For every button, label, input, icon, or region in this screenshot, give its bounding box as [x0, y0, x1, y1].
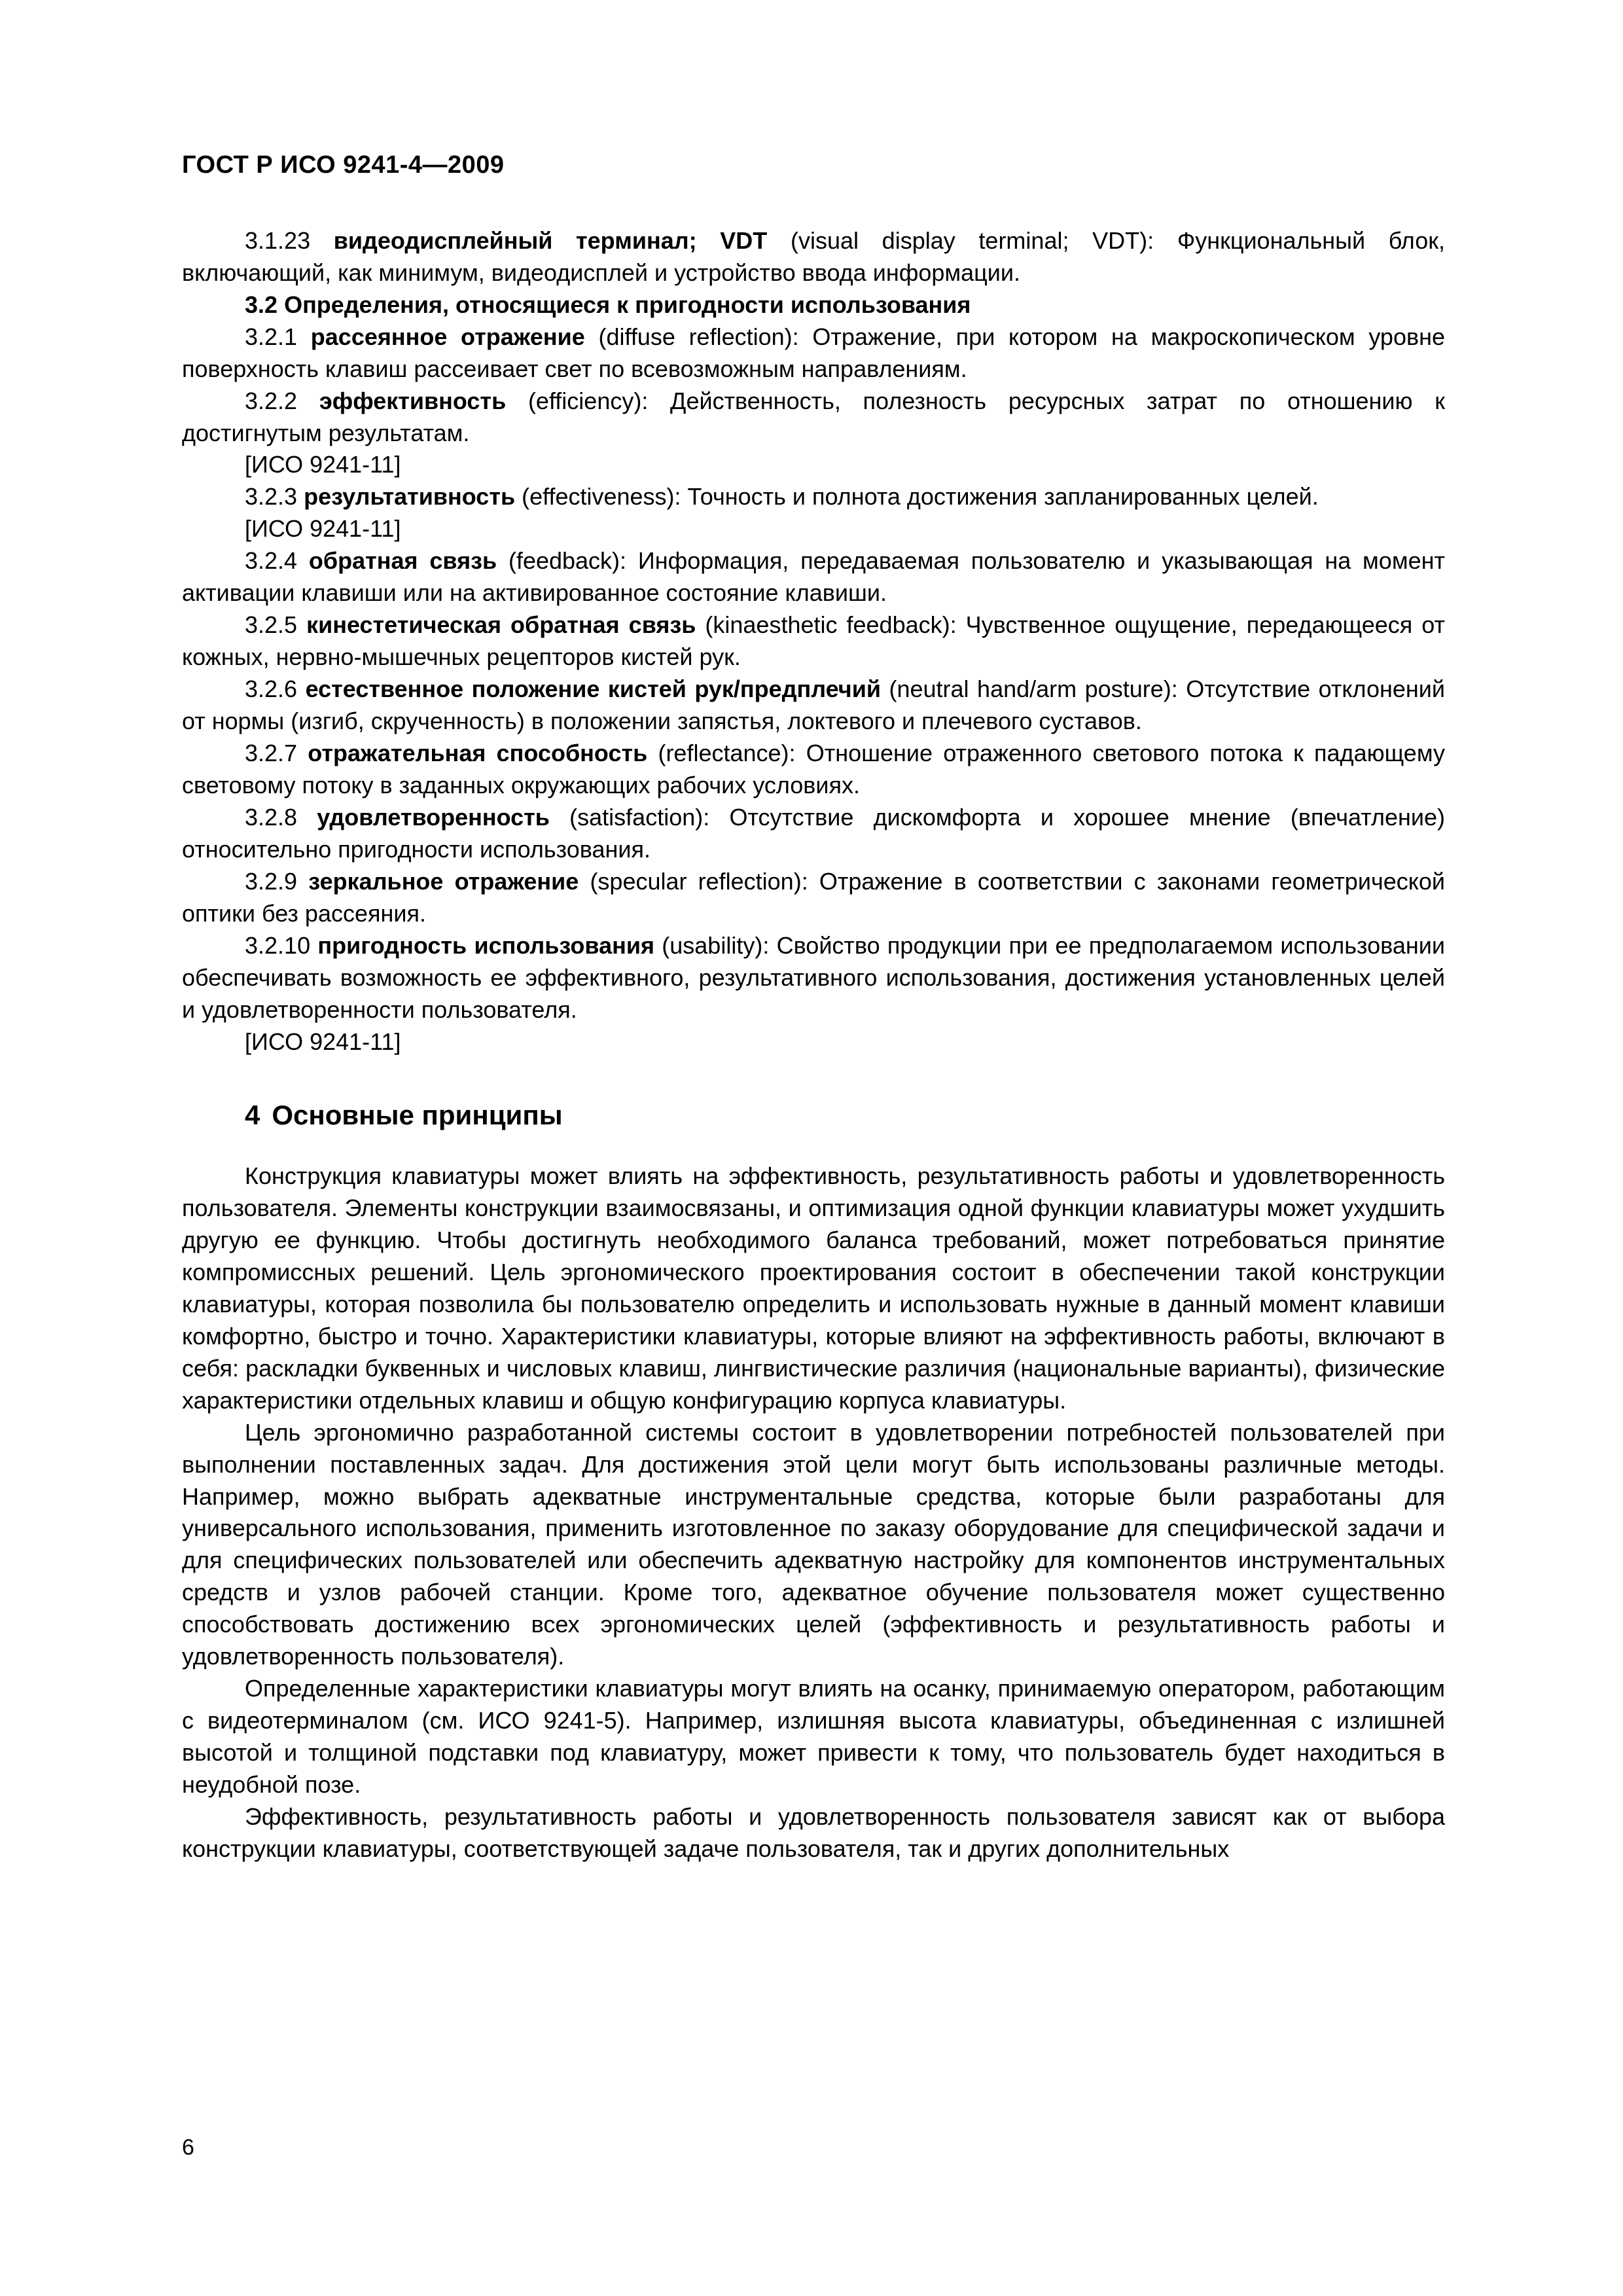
page-content	[182, 152, 1445, 1865]
term-label: видеодисплейный терминал; VDT	[333, 226, 768, 254]
definition-3-2-3-source: [ИСО 9241-11]	[245, 515, 401, 543]
term-english: (effectiveness)	[522, 483, 675, 511]
term-text: : Чувственное ощущение, передающееся от кожных, нервно-мышечных рецепторов кистей рук.	[182, 611, 1445, 671]
term-english: (satisfaction)	[569, 803, 704, 831]
term-text: : Отсутствие дискомфорта и хорошее мнение (впечатление) относительно пригодности использования.	[182, 803, 1445, 863]
term-label: отражательная способность	[308, 740, 648, 767]
clause-number: 3.2.6	[245, 675, 298, 703]
section-4-paragraph-4: Эффективность, результативность работы и удовлетворенность пользователя зависят как от выбора конструкции клавиатуры, соответствующей задаче пользователя, так и других дополнительных	[182, 1803, 1445, 1862]
clause-number: 3.2.8	[245, 803, 298, 831]
document-header: ГОСТ Р ИСО 9241-4—2009	[182, 151, 505, 179]
clause-number: 3.2.10	[245, 931, 311, 959]
definition-3-2-10-source: [ИСО 9241-11]	[245, 1028, 401, 1055]
subsection-3-2-heading	[182, 289, 1445, 321]
term-text: : Информация, передаваемая пользователю и указывающая на момент активации клавиши или на активированное состояние клавиши.	[182, 547, 1445, 607]
definition-3-2-5	[182, 609, 1445, 673]
term-english: (reflectance)	[658, 740, 789, 767]
page-number: 6	[182, 2135, 194, 2160]
term-label: эффективность	[319, 387, 507, 414]
definition-3-2-6	[182, 673, 1445, 738]
term-label: результативность	[304, 483, 516, 511]
definition-3-2-8	[182, 802, 1445, 866]
term-label: обратная связь	[308, 547, 497, 575]
term-text: : Отражение, при котором на макроскопическом уровне поверхность клавиш рассеивает свет по всевозможным направлениям.	[182, 323, 1445, 382]
section-4-heading	[182, 1099, 1445, 1132]
definition-3-1-23	[182, 225, 1445, 289]
clause-number: 3.2.4	[245, 547, 298, 575]
section-4-paragraph-1: Конструкция клавиатуры может влиять на эффективность, результативность работы и удовлетворенность пользователя. Элементы конструкции взаимосвязаны, и оптимизация одной функции клавиатуры может ухудшить другую ее функцию. Чтобы достигнуть необходимого баланса требований, может потребоваться принятие компромиссных решений. Цель эргономического проектирования состоит в обеспечении такой конструкции клавиатуры, которая позволила бы пользователю определить и использовать нужные в данный момент клавиши комфортно, быстро и точно. Характеристики клавиатуры, которые влияют на эффективность работы, включают в себя: раскладки буквенных и числовых клавиш, лингвистические различия (национальные варианты), физические характеристики отдельных клавиш и общую конфигурацию корпуса клавиатуры.	[182, 1162, 1445, 1414]
term-text: : Отношение отраженного светового потока к падающему световому потоку в заданных окружающих рабочих условиях.	[182, 740, 1445, 798]
section-4-paragraph-2: Цель эргономично разработанной системы состоит в удовлетворении потребностей пользователей при выполнении поставленных задач. Для достижения этой цели могут быть использованы различные методы. Например, можно выбрать адекватные инструментальные средства, которые были разработаны для универсального использования, применить изготовленное по заказу оборудование для специфической задачи и для специфических пользователей или обеспечить адекватную настройку для компонентов инструментальных средств и узлов рабочей станции. Кроме того, адекватное обучение пользователя может существенно способствовать достижению всех эргономических целей (эффективность и результативность работы и удовлетворенность пользователя).	[182, 1418, 1445, 1670]
term-text: : Свойство продукции при ее предполагаемом использовании обеспечивать возможность ее эффективного, результативного использования, достижения установленных целей и удовлетворенности пользователя.	[182, 931, 1445, 1023]
term-label: естественное положение кистей рук/предплечий	[305, 675, 881, 703]
section-4-paragraph-3: Определенные характеристики клавиатуры могут влиять на осанку, принимаемую оператором, работающим с видеотерминалом (см. ИСО 9241-5). Например, излишняя высота клавиатуры, объединенная с излишней высотой и толщиной подставки под клавиатуру, может привести к тому, что пользователь будет находиться в неудобной позе.	[182, 1675, 1445, 1799]
definition-3-2-10	[182, 930, 1445, 1026]
clause-number: 3.2.3	[245, 483, 298, 511]
term-text: : Отсутствие отклонений от нормы (изгиб, скрученность) в положении запястья, локтевого и плечевого суставов.	[182, 675, 1445, 735]
term-english: (specular reflection)	[590, 867, 802, 895]
definition-3-2-2	[182, 386, 1445, 450]
term-english: (diffuse reflection)	[598, 323, 793, 350]
clause-number: 3.2.7	[245, 740, 298, 767]
term-label: зеркальное отражение	[308, 867, 579, 895]
term-label: рассеянное отражение	[310, 323, 585, 350]
definition-3-2-9	[182, 866, 1445, 930]
definition-3-2-3	[182, 481, 1445, 513]
clause-number: 3.2.1	[245, 323, 298, 350]
definition-3-2-2-source: [ИСО 9241-11]	[245, 451, 401, 478]
term-english: (neutral hand/arm posture)	[889, 675, 1171, 703]
definition-3-2-1	[182, 321, 1445, 386]
clause-number: 3.2.5	[245, 611, 298, 639]
subsection-title: Определения, относящиеся к пригодности использования	[284, 291, 971, 318]
term-text: : Действенность, полезность ресурсных затрат по отношению к достигнутым результатам.	[182, 387, 1445, 446]
subsection-number: 3.2	[245, 291, 278, 318]
definition-3-2-7	[182, 738, 1445, 802]
term-english: (feedback)	[508, 547, 620, 575]
clause-number: 3.2.9	[245, 867, 298, 895]
term-label: удовлетворенность	[317, 803, 550, 831]
term-text: : Отражение в соответствии с законами геометрической оптики без рассеяния.	[182, 867, 1445, 927]
section-title: Основные принципы	[272, 1099, 563, 1130]
term-english: (usability)	[662, 931, 763, 959]
term-text: : Точность и полнота достижения запланированных целей.	[674, 483, 1319, 511]
term-english: (kinaesthetic feedback)	[705, 611, 950, 639]
clause-number: 3.2.2	[245, 387, 298, 414]
term-english: (efficiency)	[527, 387, 642, 414]
term-label: пригодность использования	[317, 931, 654, 959]
clause-number: 3.1.23	[245, 226, 311, 254]
definition-3-2-4	[182, 545, 1445, 609]
term-text: : Функциональный блок, включающий, как минимум, видеодисплей и устройство ввода информации.	[182, 226, 1445, 286]
section-number: 4	[245, 1099, 260, 1130]
term-english: (visual display terminal; VDT)	[790, 226, 1148, 254]
term-label: кинестетическая обратная связь	[306, 611, 696, 639]
